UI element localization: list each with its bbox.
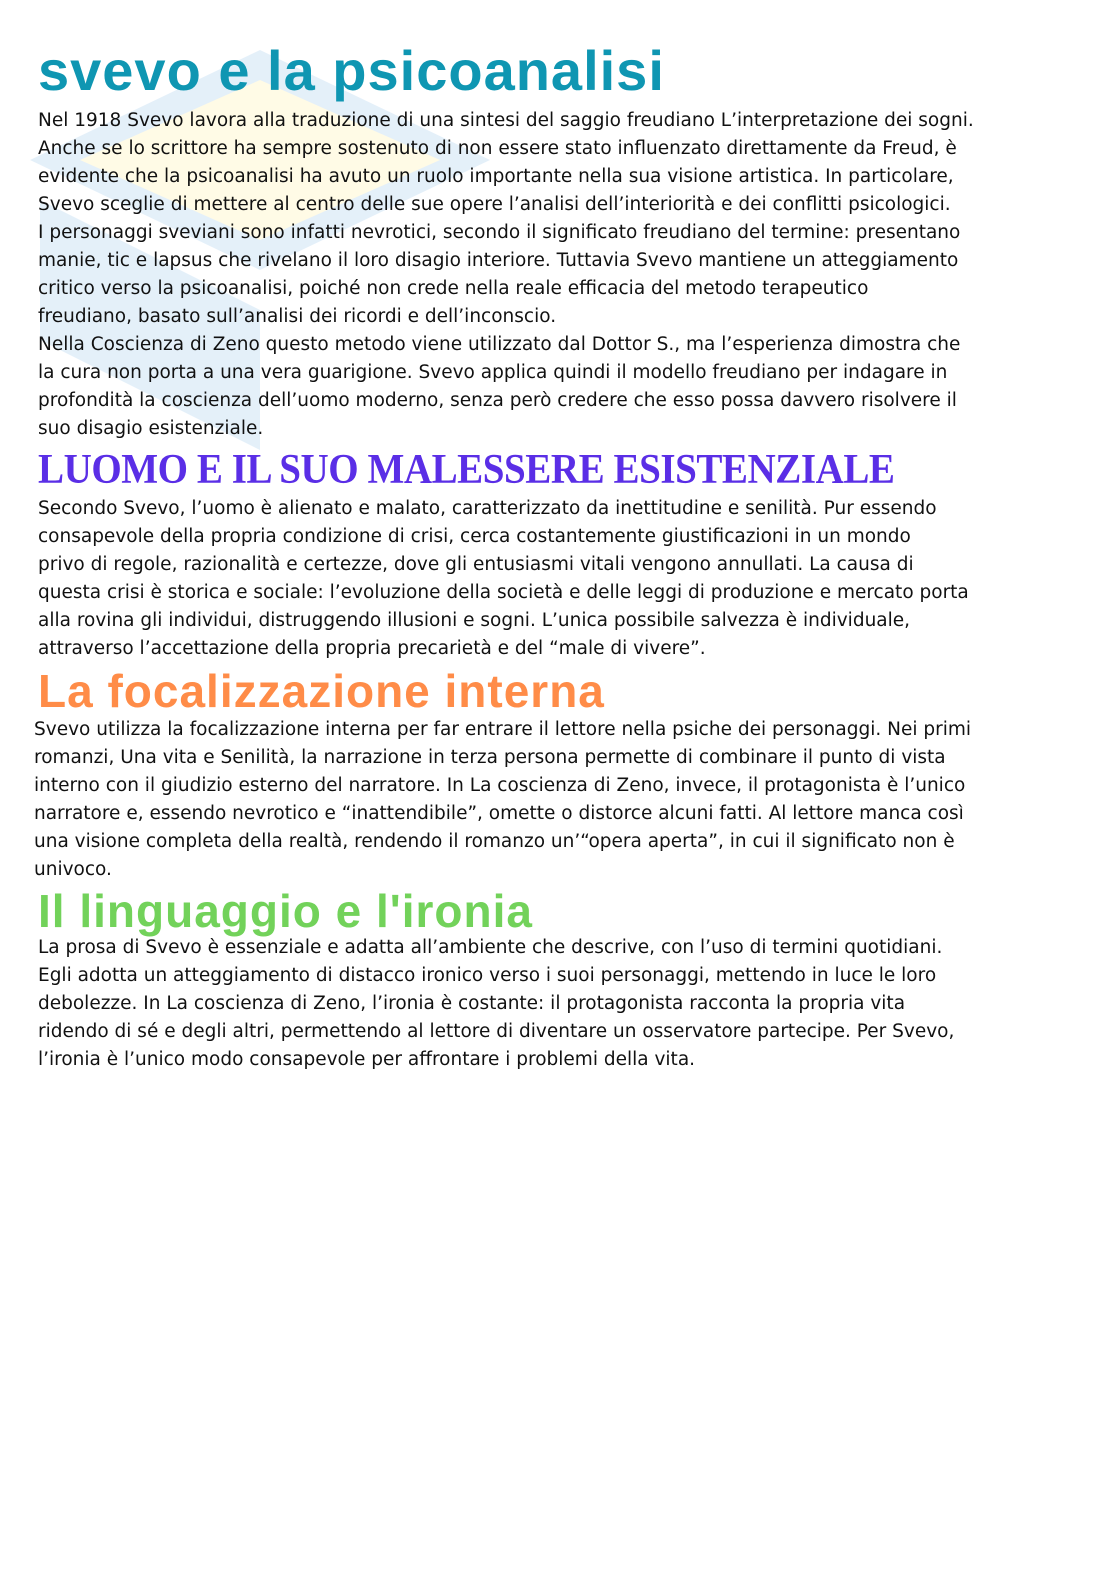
heading-uomo-malessere: LUOMO E IL SUO MALESSERE ESISTENZIALE [38,447,895,493]
text-line: I personaggi sveviani sono infatti nevrotici, secondo il significato freudiano del termine: presentano [38,222,961,243]
text-line: Secondo Svevo, l’uomo è alienato e malato, caratterizzato da inettitudine e senilità. Pur essendo [38,498,937,519]
text-line: questa crisi è storica e sociale: l’evoluzione della società e delle leggi di produzione e mercato porta [38,582,969,603]
text-line: la cura non porta a una vera guarigione. Svevo applica quindi il modello freudiano per indagare in [38,362,948,383]
paragraph-psicoanalisi [38,107,974,443]
text-line: freudiano, basato sull’analisi dei ricordi e dell’inconscio. [38,306,557,327]
text-line: suo disagio esistenziale. [38,418,264,439]
text-line: l’ironia è l’unico modo consapevole per affrontare i problemi della vita. [38,1049,696,1070]
text-line: Egli adotta un atteggiamento di distacco ironico verso i suoi personaggi, mettendo in luce le loro [38,965,937,986]
text-line: privo di regole, razionalità e certezze, dove gli entusiasmi vitali vengono annullati. La causa di [38,554,914,575]
heading-linguaggio-ironia: Il linguaggio e l'ironia [38,885,533,937]
text-line: ridendo di sé e degli altri, permettendo al lettore di diventare un osservatore partecipe. Per Svevo, [38,1021,955,1042]
text-line: Svevo sceglie di mettere al centro delle sue opere l’analisi dell’interiorità e dei conflitti psicologici. [38,194,951,215]
text-line: alla rovina gli individui, distruggendo illusioni e sogni. L’unica possibile salvezza è individuale, [38,610,911,631]
paragraph-focalizzazione [34,716,971,884]
heading-svevo-psicoanalisi: svevo e la psicoanalisi [38,39,665,102]
heading-focalizzazione: La focalizzazione interna [38,665,605,717]
text-line: evidente che la psicoanalisi ha avuto un ruolo importante nella sua visione artistica. In particolare, [38,166,954,187]
text-line: Anche se lo scrittore ha sempre sostenuto di non essere stato influenzato direttamente da Freud, è [38,138,957,159]
text-line: Nella Coscienza di Zeno questo metodo viene utilizzato dal Dottor S., ma l’esperienza dimostra che [38,334,961,355]
text-line: una visione completa della realtà, rendendo il romanzo un’“opera aperta”, in cui il significato non è [34,831,955,852]
text-line: debolezze. In La coscienza di Zeno, l’ironia è costante: il protagonista racconta la propria vita [38,993,906,1014]
text-line: profondità la coscienza dell’uomo moderno, senza però credere che esso possa davvero risolvere il [38,390,957,411]
text-line: consapevole della propria condizione di crisi, cerca costantemente giustificazioni in un mondo [38,526,911,547]
text-line: narratore e, essendo nevrotico e “inattendibile”, omette o distorce alcuni fatti. Al lettore manca così [34,803,964,824]
text-line: Svevo utilizza la focalizzazione interna per far entrare il lettore nella psiche dei personaggi. Nei primi [34,719,972,740]
text-line: attraverso l’accettazione della propria precarietà e del “male di vivere”. [38,638,706,659]
text-line: La prosa di Svevo è essenziale e adatta all’ambiente che descrive, con l’uso di termini quotidiani. [38,937,943,958]
text-line: critico verso la psicoanalisi, poiché non crede nella reale efficacia del metodo terapeutico [38,278,869,299]
text-line: interno con il giudizio esterno del narratore. In La coscienza di Zeno, invece, il protagonista è l’unico [34,775,966,796]
text-line: univoco. [34,859,112,880]
text-line: Nel 1918 Svevo lavora alla traduzione di una sintesi del saggio freudiano L’interpretazione dei sogni. [38,110,974,131]
text-line: manie, tic e lapsus che rivelano il loro disagio interiore. Tuttavia Svevo mantiene un atteggiamento [38,250,959,271]
text-line: romanzi, Una vita e Senilità, la narrazione in terza persona permette di combinare il punto di vista [34,747,946,768]
paragraph-malessere [38,495,969,663]
paragraph-ironia [38,934,954,1074]
